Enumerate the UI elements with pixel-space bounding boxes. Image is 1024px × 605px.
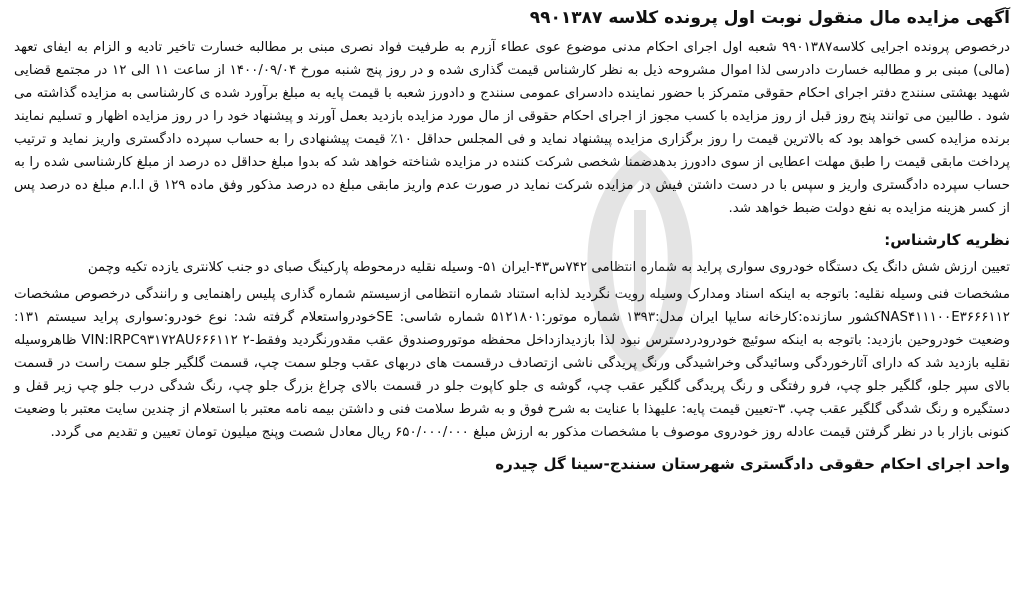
expert-opinion-heading: نظریه کارشناس:: [884, 231, 1010, 249]
vehicle-specifications-paragraph: مشخصات فنی وسیله نقلیه: باتوجه به اینکه اسناد ومدارک وسیله رویت نگردید لذابه استناد شماره انتظامی ازسیستم شماره گذاری پلیس راهنمایی و رانندگی درخصوص مشخصات NAS۴۱۱۱۰۰E۳۶۶۶۱۱۲کشور سازنده:کارخانه سایپا ایران مدل:۱۳۹۳ شماره موتور:۵۱۲۱۸۰۱ شماره شاسی: SEخودرواستعلام گرفته شد: نوع خودرو:سواری پراید سیستم ۱۳۱: وضعیت خودروحین بازدید: باتوجه به اینکه سوئیچ خودرودردسترس نبود لذا بازدیدازداخل محفظه موتوروصندوق عقب مقدورنگردید وفقط-۲ VIN:IRPC۹۳۱۷۲AU۶۶۶۱۱۲ ظاهروسیله نقلیه بازدید شد که دارای آثارخوردگی وسائیدگی وخراشیدگی ورنگ پریدگی ناشی ازتصادف درقسمت های دربهای عقب وجلو سمت چپ، قسمت گلگیر جلو سمت راست در قسمت بالای سپر جلو، گلگیر جلو چپ، فرو رفتگی و رنگ پریدگی گلگیر عقب چپ، گوشه ی جلو کاپوت جلو در قسمت بالای چراغ بزرگ جلو چپ، رنگ شدگی درب جلو چپ زیر قفل و دستگیره و رنگ شدگی گلگیر عقب چپ. ۳-تعیین قیمت پایه: علیهذا با عنایت به شرح فوق و به شرط سلامت فنی و داشتن بیمه نامه معتبر با استعلام از چندین سایت معتبر با وضعیت کنونی بازار با در نظر گرفتن قیمت عادله روز خودروی موصوف با مشخصات مذکور به ارزش مبلغ ۶۵۰/۰۰۰/۰۰۰ ریال معادل شصت وپنج میلیون تومان تعیین و تقدیم می گردد.: [14, 287, 1011, 440]
expert-valuation-line: تعیین ارزش شش دانگ یک دستگاه خودروی سواری پراید به شماره انتظامی ۷۴۲س۴۳-ایران ۵۱- وسیله نقلیه درمحوطه پارکینگ صبای دو جنب کلانتری یازده تکیه وچمن: [87, 260, 1010, 275]
page-title: آگهی مزایده مال منقول نوبت اول پرونده کلاسه ۹۹۰۱۳۸۷: [529, 8, 1010, 28]
issuer-signature: واحد اجرای احکام حقوقی دادگستری شهرستان سنندج-سینا گل چیدره: [495, 455, 1010, 473]
auction-intro-paragraph: درخصوص پرونده اجرایی کلاسه۹۹۰۱۳۸۷ شعبه اول اجرای احکام مدنی موضوع عوی عطاء آزرم به طرفیت فواد نصری مبنی بر مطالبه خسارت تاخیر تادیه و الزام به ایفای تعهد (مالی) مبنی بر و مطالبه خسارت دادرسی لذا اموال مشروحه ذیل به نظر کارشناس قیمت گذاری شده و در روز پنج شنبه مورخ ۱۴۰۰/۰۹/۰۴ از ساعت ۱۱ الی ۱۲ در مجتمع قضایی شهید بهشتی سنندج دفتر اجرای احکام حقوقی متمرکز با حضور نماینده دادسرای عمومی سنندج و دادورز شعبه با قیمت پایه به مبلغ برآورد شده ی کارشناسی به مزایده گذاشته می شود . طالبین می توانند پنج روز قبل از روز مزایده با کسب مجوز از اجرای احکام حقوقی از مال مورد مزایده بازدید بعمل آورند و پیشنهاد خود را در روز مزایده اظهار و تسلیم نمایند برنده مزایده کسی خواهد بود که بالاترین قیمت را روز برگزاری مزایده پیشنهاد نماید و فی المجلس حداقل ۱۰٪ قیمت پیشنهادی را به حساب سپرده دادگستری واریز نماید و ترتیب پرداخت مابقی قیمت را طبق مهلت اعطایی از سوی دادورز بدهدضمنا شخصی شرکت کننده در مزایده شناخته خواهد شد که بدوا مبلغ حداقل ده درصد از مبلغ کارشناسی شده را به حساب سپرده دادگستری واریز و سپس با در دست داشتن فیش در مزایده شرکت نماید در صورت عدم واریز مابقی مبلغ ده درصد مذکور وفق ماده ۱۲۹ ق ا.ا.م مبلغ ده درصد پس از کسر هزینه مزایده به نفع دولت ضبط خواهد شد.: [14, 40, 1011, 216]
